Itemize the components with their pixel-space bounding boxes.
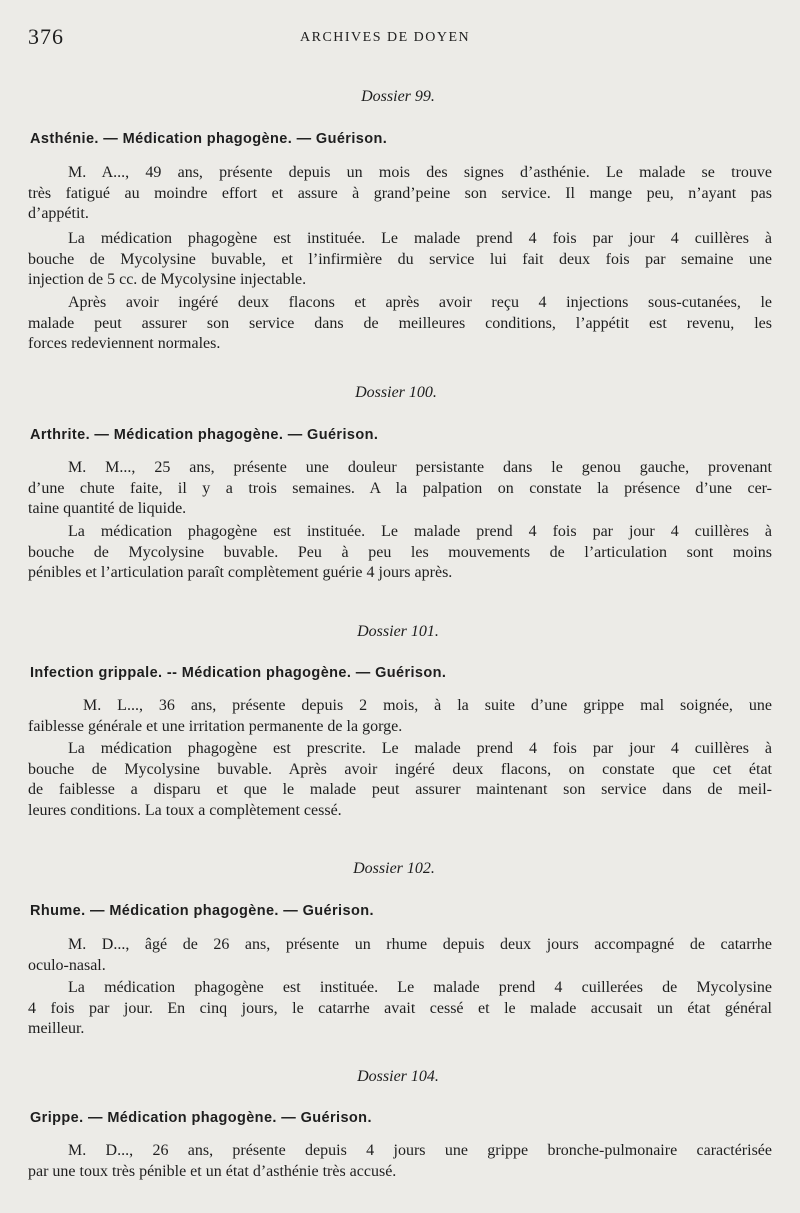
case-paragraph: Après avoir ingéré deux flacons et après avoir reçu 4 injections sous-cutanées, le malade peut assurer son service dans de meilleures conditions, l’appétit est revenu, les forces redeviennent normales. [28,294,772,352]
case-paragraph: La médication phagogène est instituée. Le malade prend 4 cuillerées de Mycolysine 4 fois par jour. En cinq jours, le catarrhe avait cessé et le malade accusait un état général meilleur. [28,979,772,1037]
dossier-title: Dossier 104. [357,1068,439,1085]
dossier-title: Dossier 101. [357,623,439,640]
case-paragraph: La médication phagogène est instituée. Le malade prend 4 fois par jour 4 cuillères à bouche de Mycolysine buvable, et l’infirmière du service lui fait deux fois par semaine une injection de 5 cc. de Mycolysine injectable. [28,230,772,288]
case-paragraph: M. D..., 26 ans, présente depuis 4 jours une grippe bronche-pulmonaire caractérisée par une toux très pénible et un état d’asthénie très accusé. [28,1142,772,1180]
case-heading: Arthrite. — Médication phagogène. — Guérison. [30,427,379,443]
case-heading: Rhume. — Médication phagogène. — Guérison. [30,903,374,919]
case-paragraph: M. L..., 36 ans, présente depuis 2 mois, à la suite d’une grippe mal soignée, une faiblesse générale et une irritation permanente de la gorge. [28,697,772,735]
case-paragraph: M. D..., âgé de 26 ans, présente un rhume depuis deux jours accompagné de catarrhe oculo-nasal. [28,936,772,974]
case-paragraph: M. A..., 49 ans, présente depuis un mois des signes d’asthénie. Le malade se trouve très fatigué au moindre effort et assure à grand’peine son service. Il mange peu, n’ayant pas d’appétit. [28,164,772,222]
case-paragraph: La médication phagogène est prescrite. Le malade prend 4 fois par jour 4 cuillères à bouche de Mycolysine buvable. Après avoir ingéré deux flacons, on constate que cet état de faiblesse a disparu et que le malade peut assurer maintenant son service dans de meil- leures conditions. La toux a complètement cessé. [28,740,772,819]
case-paragraph: La médication phagogène est instituée. Le malade prend 4 fois par jour 4 cuillères à bouche de Mycolysine buvable. Peu à peu les mouvements de l’articulation sont moins pénibles et l’articulation paraît complètement guérie 4 jours après. [28,523,772,581]
case-heading: Asthénie. — Médication phagogène. — Guérison. [30,131,388,147]
case-heading: Infection grippale. -- Médication phagogène. — Guérison. [30,665,447,681]
dossier-title: Dossier 102. [353,860,435,877]
dossier-title: Dossier 99. [361,88,435,105]
journal-title: ARCHIVES DE DOYEN [300,30,471,45]
dossier-title: Dossier 100. [355,384,437,401]
case-paragraph: M. M..., 25 ans, présente une douleur persistante dans le genou gauche, provenant d’une chute faite, il y a trois semaines. A la palpation on constate la présence d’une cer- taine quantité de liquide. [28,459,772,517]
running-head [28,24,773,54]
page-number: 376 [28,24,64,49]
case-heading: Grippe. — Médication phagogène. — Guérison. [30,1110,372,1126]
